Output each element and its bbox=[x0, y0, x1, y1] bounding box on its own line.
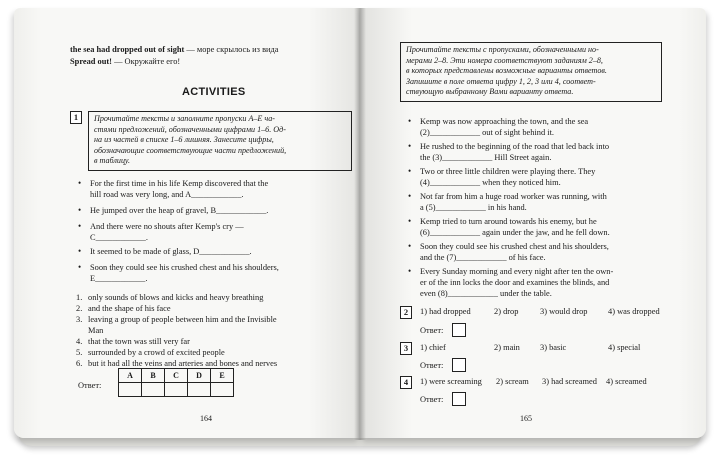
vocab-line-2 bbox=[70, 56, 180, 67]
answer-option[interactable]: 2) scream bbox=[496, 377, 529, 386]
list-item: 2. and the shape of his face bbox=[76, 304, 171, 313]
instruction-line: в таблицу. bbox=[94, 156, 131, 166]
list-item: 3. leaving a group of people between him and the Invisible bbox=[76, 315, 277, 324]
answer-option[interactable]: 2) main bbox=[494, 343, 520, 352]
answer-col-header: B bbox=[142, 369, 165, 383]
gap-sentence: It seemed to be made of glass, D____________. bbox=[90, 247, 252, 256]
instruction-line: Прочитайте тексты и заполните пропуски A–E ча- bbox=[94, 114, 276, 123]
task-instruction bbox=[88, 111, 352, 171]
gap-sentence: Two or three little children were playing there. They (4)____________ when they noticed him. bbox=[420, 167, 596, 187]
section-heading: ACTIVITIES bbox=[182, 86, 246, 98]
bullet-icon: • bbox=[78, 262, 82, 272]
answer-table bbox=[118, 368, 234, 397]
bullet-icon: • bbox=[408, 116, 412, 126]
gap-sentence: Soon they could see his crushed chest and his shoulders, E____________. bbox=[90, 263, 279, 283]
answer-col-header: A bbox=[119, 369, 142, 383]
answer-label: Ответ: bbox=[420, 361, 444, 370]
gap-sentence: Soon they could see his crushed chest and his shoulders, and the (7)____________ of his face. bbox=[420, 242, 609, 262]
instruction-line: Прочитайте тексты с пропусками, обозначенными но- bbox=[406, 45, 599, 54]
answer-option[interactable]: 2) drop bbox=[494, 307, 519, 316]
instruction-line: Запишите в поле ответа цифру 1, 2, 3 или 4, соответ- bbox=[406, 76, 596, 86]
options-list bbox=[76, 292, 348, 369]
bullet-icon: • bbox=[78, 205, 82, 215]
bullet-icon: • bbox=[408, 166, 412, 176]
answer-cell[interactable] bbox=[211, 383, 234, 397]
gap-sentence: Kemp was now approaching the town, and the sea (2)____________ out of sight behind it. bbox=[420, 117, 589, 137]
answer-field[interactable] bbox=[452, 392, 466, 406]
bullet-icon: • bbox=[78, 178, 82, 188]
vocab-translation: — Окружайте его! bbox=[111, 57, 181, 66]
instruction-line: мерами 2–8. Эти номера соответствуют заданиям 2–8, bbox=[406, 55, 603, 65]
list-item: 5. surrounded by a crowd of excited people bbox=[76, 348, 225, 357]
task-number-badge: 1 bbox=[70, 111, 82, 124]
list-item: 1. only sounds of blows and kicks and heavy breathing bbox=[76, 293, 264, 302]
task-number-badge: 2 bbox=[400, 306, 412, 319]
instruction-line: стями предложений, обозначенными цифрами 1–6. Од- bbox=[94, 124, 286, 134]
vocab-term: the sea had dropped out of sight bbox=[70, 45, 185, 54]
answer-field[interactable] bbox=[452, 323, 466, 337]
gap-sentence: And there were no shouts after Kemp's cry — C____________. bbox=[90, 222, 244, 242]
vocab-translation: — море скрылось из вида bbox=[184, 45, 279, 54]
bullet-icon: • bbox=[408, 141, 412, 151]
answer-label: Ответ: bbox=[78, 381, 102, 390]
answer-cell[interactable] bbox=[119, 383, 142, 397]
answer-label: Ответ: bbox=[420, 326, 444, 335]
instruction-line: в которых представлены возможные варианты ответов. bbox=[406, 66, 607, 76]
answer-option[interactable]: 3) basic bbox=[540, 343, 567, 352]
bullet-icon: • bbox=[408, 241, 412, 251]
bullet-icon: • bbox=[408, 216, 412, 226]
gap-sentence: For the first time in his life Kemp discovered that the hill road was very long, and A____________. bbox=[90, 179, 269, 199]
answer-col-header: C bbox=[165, 369, 188, 383]
bullet-icon: • bbox=[408, 266, 412, 276]
vocab-line-1 bbox=[70, 44, 278, 55]
answer-option[interactable]: 3) would drop bbox=[540, 307, 588, 316]
answer-field[interactable] bbox=[452, 358, 466, 372]
answer-option[interactable]: 1) were screaming bbox=[420, 377, 482, 386]
gap-sentence: Every Sunday morning and every night after ten the own- er of the inn locks the door and examines the blinds, and even (8)____________ under the table. bbox=[420, 267, 614, 298]
answer-option[interactable]: 4) screamed bbox=[606, 377, 647, 386]
page-number: 164 bbox=[200, 414, 212, 423]
right-page bbox=[360, 8, 706, 438]
answer-col-header: E bbox=[211, 369, 234, 383]
book-spine bbox=[354, 8, 366, 440]
answer-label: Ответ: bbox=[420, 395, 444, 404]
gap-sentence: He jumped over the heap of gravel, B____________. bbox=[90, 206, 269, 215]
task-number-badge: 4 bbox=[400, 376, 412, 389]
answer-option[interactable]: 3) had screamed bbox=[542, 377, 597, 386]
list-item: 6. but it had all the veins and arteries and bones and nerves bbox=[76, 359, 278, 368]
instruction-line: ствующую выбранному Вами варианту ответа. bbox=[406, 87, 574, 97]
bullet-icon: • bbox=[78, 246, 82, 256]
answer-cell[interactable] bbox=[142, 383, 165, 397]
answer-option[interactable]: 4) special bbox=[608, 343, 641, 352]
answer-cell[interactable] bbox=[165, 383, 188, 397]
bullet-icon: • bbox=[408, 191, 412, 201]
task-instruction bbox=[400, 42, 662, 102]
task-number-badge: 3 bbox=[400, 342, 412, 355]
vocab-term: Spread out! bbox=[70, 57, 112, 66]
instruction-line: на из частей в списке 1–6 лишняя. Занесите цифры, bbox=[94, 135, 274, 145]
gap-sentence: Kemp tried to turn around towards his enemy, but he (6)____________ again under the jaw, and he fell down. bbox=[420, 217, 610, 237]
answer-col-header: D bbox=[188, 369, 211, 383]
answer-option[interactable]: 1) chief bbox=[420, 343, 446, 352]
gap-sentence: Not far from him a huge road worker was running, with a (5)____________ in his hand. bbox=[420, 192, 607, 212]
answer-option[interactable]: 1) had dropped bbox=[420, 307, 471, 316]
open-book bbox=[14, 8, 706, 453]
answer-option[interactable]: 4) was dropped bbox=[608, 307, 660, 316]
page-number: 165 bbox=[520, 414, 532, 423]
list-item: 4. that the town was still very far bbox=[76, 337, 190, 346]
answer-cell[interactable] bbox=[188, 383, 211, 397]
list-item: Man bbox=[88, 326, 104, 335]
left-page bbox=[14, 8, 360, 438]
gap-sentence: He rushed to the beginning of the road that led back into the (3)____________ Hill Street again. bbox=[420, 142, 610, 162]
bullet-icon: • bbox=[78, 221, 82, 231]
instruction-line: обозначающие соответствующие части предложений, bbox=[94, 145, 287, 155]
